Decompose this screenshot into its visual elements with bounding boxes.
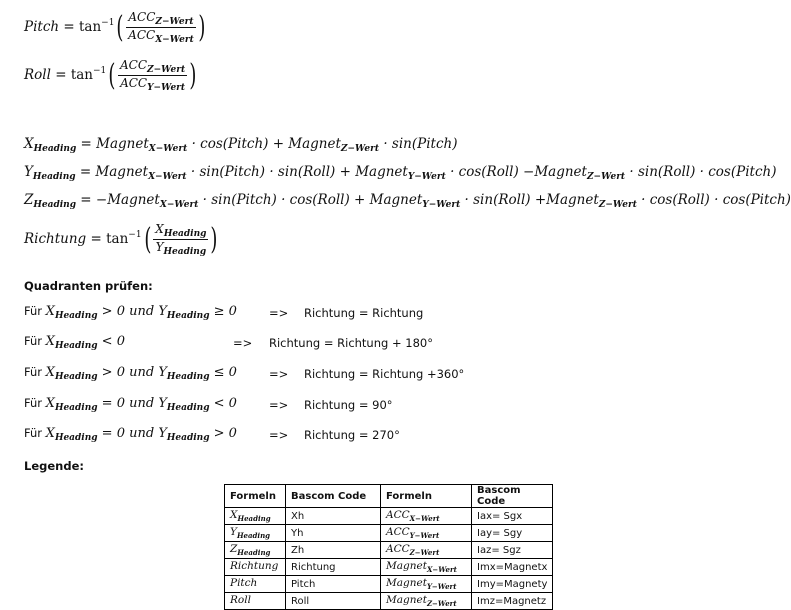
- table-header-row: [225, 485, 553, 508]
- legende-table: [224, 484, 553, 610]
- table-cell: Pitch: [225, 576, 286, 593]
- quadrant-row-3-result: Richtung = Richtung +360°: [304, 367, 465, 381]
- table-cell: Imz=Magnetz: [472, 593, 553, 610]
- table-cell: Imy=Magnety: [472, 576, 553, 593]
- table-row: [225, 593, 553, 610]
- x-heading-formula: $X_{Heading}$ = Magnet$_{X-Wert}$ · cos(Pitch) + Magnet$_{Z-Wert}$ · sin(Pitch): [24, 136, 458, 154]
- quadrant-row-1: Für $X_{Heading} > 0$ und $Y_{Heading} \ge 0$: [24, 304, 237, 321]
- table-cell: Zh: [286, 542, 381, 559]
- pitch-formula: Pitch = $\tan^{-1}$( $\frac{ACC_{Z-Wert}}{ACC_{X-Wert}}$ ): [24, 9, 206, 45]
- quadrant-row-2-arrow: =>: [233, 336, 253, 350]
- table-cell: Roll: [286, 593, 381, 610]
- table-cell: $ACC_{Y-Wert}$: [381, 525, 472, 542]
- quadrant-row-2-result: Richtung = Richtung + 180°: [269, 336, 433, 350]
- table-cell: Imx=Magnetx: [472, 559, 553, 576]
- table-cell: $Y_{Heading}$: [225, 525, 286, 542]
- table-cell: $Z_{Heading}$: [225, 542, 286, 559]
- table-row: [225, 576, 553, 593]
- table-row: [225, 525, 553, 542]
- quadrant-row-5-arrow: =>: [269, 428, 289, 442]
- quadrant-row-4-arrow: =>: [269, 398, 289, 412]
- table-header: Formeln: [225, 485, 286, 508]
- quadrant-row-1-result: Richtung = Richtung: [304, 306, 424, 320]
- quadrant-row-1-arrow: =>: [269, 306, 289, 320]
- table-cell: $ACC_{Z-Wert}$: [381, 542, 472, 559]
- quadrant-row-3-arrow: =>: [269, 367, 289, 381]
- table-cell: Iay= Sgy: [472, 525, 553, 542]
- quadrant-row-4: Für $X_{Heading} = 0$ und $Y_{Heading} < 0$: [24, 396, 237, 413]
- table-header: Bascom Code: [472, 485, 553, 508]
- richtung-fraction: $\frac{X_{Heading}}{Y_{Heading}}$: [155, 222, 207, 257]
- table-cell: Pitch: [286, 576, 381, 593]
- table-cell: Magnet$_{Y-Wert}$: [381, 576, 472, 593]
- table-cell: Magnet$_{Z-Wert}$: [381, 593, 472, 610]
- table-cell: Iaz= Sgz: [472, 542, 553, 559]
- table-row: [225, 559, 553, 576]
- pitch-fraction: $\frac{ACC_{Z-Wert}}{ACC_{X-Wert}}$: [128, 10, 194, 45]
- legende-heading: Legende:: [24, 459, 84, 473]
- table-row: [225, 542, 553, 559]
- table-cell: Magnet$_{X-Wert}$: [381, 559, 472, 576]
- table-cell: Richtung: [286, 559, 381, 576]
- table-cell: $ACC_{X-Wert}$: [381, 508, 472, 525]
- table-cell: Iax= Sgx: [472, 508, 553, 525]
- quadranten-heading: Quadranten prüfen:: [24, 279, 153, 293]
- table-cell: Richtung: [225, 559, 286, 576]
- table-row: [225, 508, 553, 525]
- table-cell: Yh: [286, 525, 381, 542]
- quadrant-row-4-result: Richtung = 90°: [304, 398, 393, 412]
- table-header: Bascom Code: [286, 485, 381, 508]
- table-cell: Xh: [286, 508, 381, 525]
- table-header: Formeln: [381, 485, 472, 508]
- roll-fraction: $\frac{ACC_{Z-Wert}}{ACC_{Y-Wert}}$: [120, 58, 186, 93]
- richtung-formula: Richtung = $\tan^{-1}$( $\frac{X_{Heading}}{Y_{Heading}}$ ): [24, 221, 218, 257]
- quadrant-row-5: Für $X_{Heading} = 0$ und $Y_{Heading} > 0$: [24, 426, 237, 443]
- roll-formula: Roll = $\tan^{-1}$( $\frac{ACC_{Z-Wert}}{ACC_{Y-Wert}}$ ): [24, 57, 197, 93]
- y-heading-formula: $Y_{Heading}$ = Magnet$_{X-Wert}$ · sin(Pitch) · sin(Roll) + Magnet$_{Y-Wert}$ · cos(Roll) −Magnet$_{Z-Wert}$ · sin(Roll) · cos(Pitch): [24, 164, 777, 182]
- table-cell: Roll: [225, 593, 286, 610]
- quadrant-row-2: Für $X_{Heading} < 0$: [24, 334, 125, 351]
- table-cell: $X_{Heading}$: [225, 508, 286, 525]
- quadrant-row-5-result: Richtung = 270°: [304, 428, 400, 442]
- quadrant-row-3: Für $X_{Heading} > 0$ und $Y_{Heading} \le 0$: [24, 365, 237, 382]
- z-heading-formula: $Z_{Heading}$ = −Magnet$_{X-Wert}$ · sin(Pitch) · cos(Roll) + Magnet$_{Y-Wert}$ · sin(Roll) +Magnet$_{Z-Wert}$ · cos(Roll) · cos(Pitch): [24, 192, 791, 210]
